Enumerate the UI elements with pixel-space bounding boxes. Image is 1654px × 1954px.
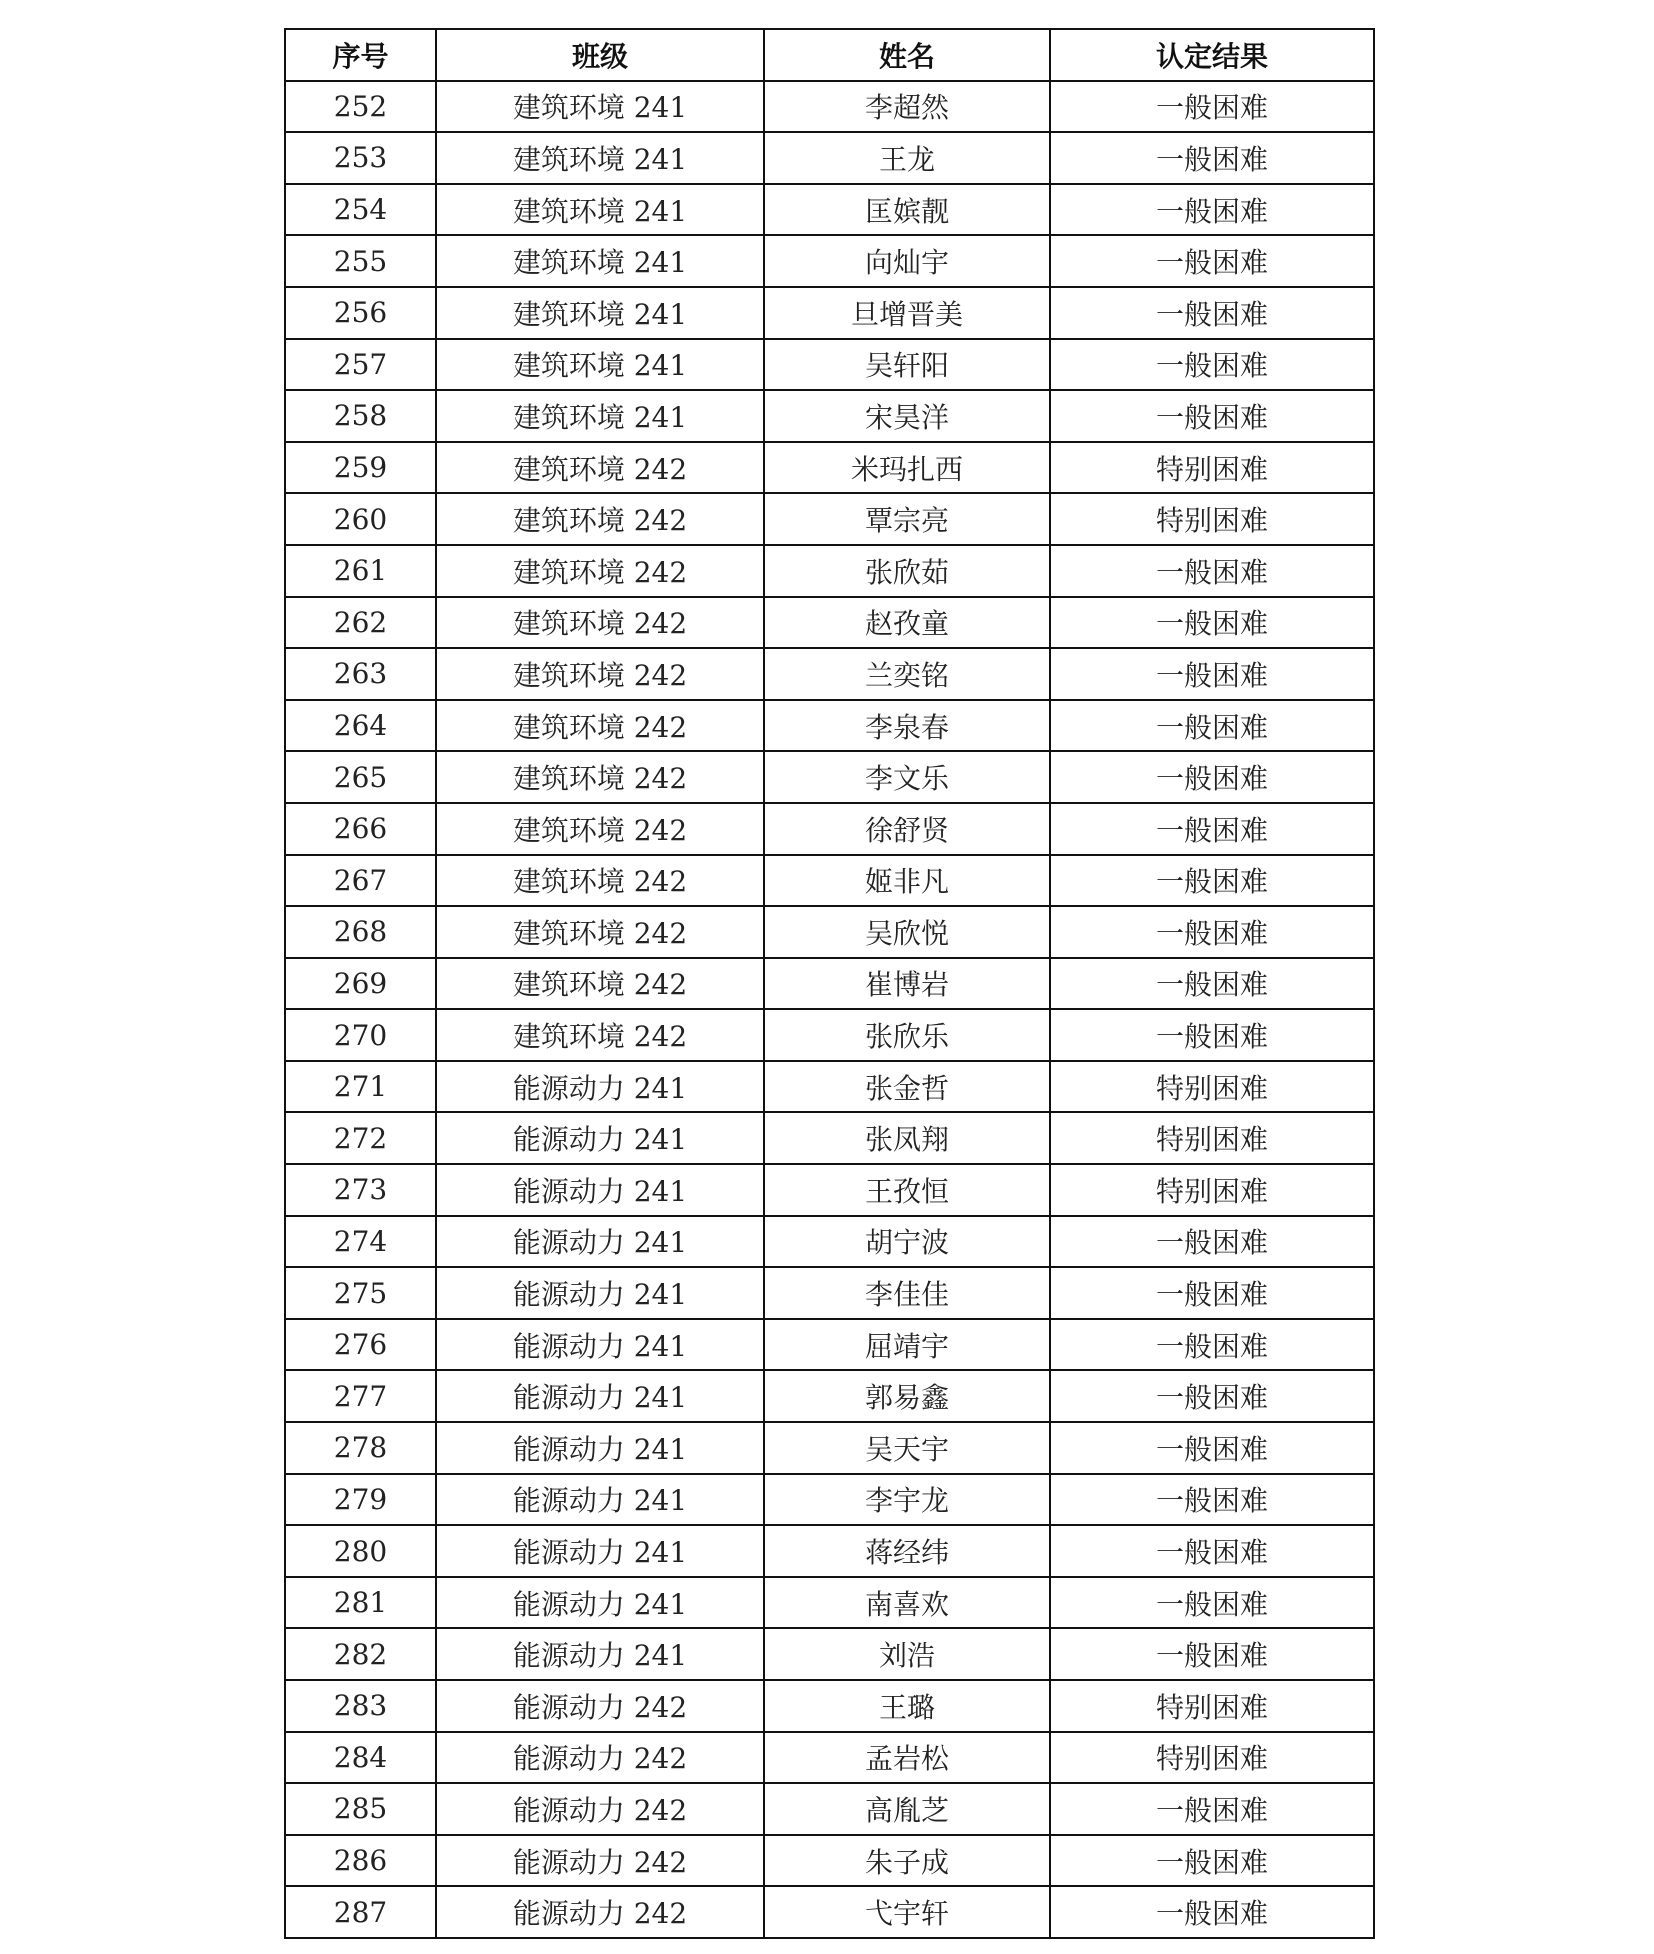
cell-result: 一般困难 xyxy=(1050,958,1374,1010)
cell-class: 能源动力 242 xyxy=(436,1886,764,1938)
cell-index: 271 xyxy=(285,1061,436,1113)
cell-name: 张金哲 xyxy=(764,1061,1050,1113)
cell-result: 特别困难 xyxy=(1050,442,1374,494)
cell-result: 一般困难 xyxy=(1050,132,1374,184)
cell-index: 276 xyxy=(285,1319,436,1371)
cell-result: 一般困难 xyxy=(1050,1319,1374,1371)
cell-class: 建筑环境 242 xyxy=(436,493,764,545)
cell-name: 王龙 xyxy=(764,132,1050,184)
cell-name: 蒋经纬 xyxy=(764,1525,1050,1577)
cell-result: 一般困难 xyxy=(1050,1370,1374,1422)
cell-name: 屈靖宇 xyxy=(764,1319,1050,1371)
cell-name: 郭易鑫 xyxy=(764,1370,1050,1422)
cell-name: 张凤翔 xyxy=(764,1112,1050,1164)
cell-result: 一般困难 xyxy=(1050,648,1374,700)
table-row xyxy=(285,1680,1374,1732)
difficulty-list-table xyxy=(284,28,1375,1939)
cell-class: 能源动力 241 xyxy=(436,1628,764,1680)
cell-result: 一般困难 xyxy=(1050,287,1374,339)
header-name: 姓名 xyxy=(764,29,1050,81)
cell-result: 一般困难 xyxy=(1050,81,1374,133)
cell-result: 特别困难 xyxy=(1050,1112,1374,1164)
cell-class: 建筑环境 242 xyxy=(436,751,764,803)
cell-name: 旦增晋美 xyxy=(764,287,1050,339)
table-row xyxy=(285,1525,1374,1577)
table-row xyxy=(285,906,1374,958)
cell-result: 一般困难 xyxy=(1050,1886,1374,1938)
cell-name: 李佳佳 xyxy=(764,1267,1050,1319)
cell-result: 一般困难 xyxy=(1050,1267,1374,1319)
cell-index: 259 xyxy=(285,442,436,494)
table-row xyxy=(285,493,1374,545)
cell-class: 建筑环境 242 xyxy=(436,855,764,907)
cell-class: 能源动力 241 xyxy=(436,1319,764,1371)
cell-name: 王孜恒 xyxy=(764,1164,1050,1216)
cell-name: 吴天宇 xyxy=(764,1422,1050,1474)
cell-class: 能源动力 241 xyxy=(436,1474,764,1526)
table-row xyxy=(285,803,1374,855)
cell-result: 一般困难 xyxy=(1050,803,1374,855)
table-row xyxy=(285,442,1374,494)
table-header-row xyxy=(285,29,1374,81)
cell-class: 能源动力 241 xyxy=(436,1164,764,1216)
cell-class: 能源动力 242 xyxy=(436,1680,764,1732)
table-row xyxy=(285,287,1374,339)
cell-name: 向灿宇 xyxy=(764,235,1050,287)
cell-result: 一般困难 xyxy=(1050,855,1374,907)
cell-index: 263 xyxy=(285,648,436,700)
cell-class: 建筑环境 242 xyxy=(436,700,764,752)
table-row xyxy=(285,81,1374,133)
cell-result: 一般困难 xyxy=(1050,339,1374,391)
cell-name: 吴轩阳 xyxy=(764,339,1050,391)
cell-name: 米玛扎西 xyxy=(764,442,1050,494)
table-row xyxy=(285,1474,1374,1526)
cell-name: 赵孜童 xyxy=(764,597,1050,649)
cell-class: 能源动力 241 xyxy=(436,1422,764,1474)
cell-name: 吴欣悦 xyxy=(764,906,1050,958)
cell-index: 277 xyxy=(285,1370,436,1422)
cell-class: 能源动力 241 xyxy=(436,1267,764,1319)
cell-name: 李超然 xyxy=(764,81,1050,133)
table-row xyxy=(285,1319,1374,1371)
cell-class: 建筑环境 242 xyxy=(436,958,764,1010)
cell-name: 宋昊洋 xyxy=(764,390,1050,442)
cell-index: 252 xyxy=(285,81,436,133)
cell-name: 朱子成 xyxy=(764,1835,1050,1887)
cell-index: 280 xyxy=(285,1525,436,1577)
table-row xyxy=(285,1577,1374,1629)
table-row xyxy=(285,958,1374,1010)
table-row xyxy=(285,1732,1374,1784)
cell-name: 覃宗亮 xyxy=(764,493,1050,545)
cell-index: 253 xyxy=(285,132,436,184)
cell-index: 287 xyxy=(285,1886,436,1938)
table-row xyxy=(285,1422,1374,1474)
cell-name: 弋宇轩 xyxy=(764,1886,1050,1938)
cell-result: 一般困难 xyxy=(1050,700,1374,752)
cell-class: 建筑环境 241 xyxy=(436,390,764,442)
cell-index: 265 xyxy=(285,751,436,803)
cell-index: 283 xyxy=(285,1680,436,1732)
table-row xyxy=(285,1628,1374,1680)
cell-index: 260 xyxy=(285,493,436,545)
cell-result: 一般困难 xyxy=(1050,1216,1374,1268)
cell-name: 刘浩 xyxy=(764,1628,1050,1680)
cell-result: 一般困难 xyxy=(1050,751,1374,803)
cell-name: 南喜欢 xyxy=(764,1577,1050,1629)
cell-name: 张欣乐 xyxy=(764,1009,1050,1061)
cell-index: 254 xyxy=(285,184,436,236)
cell-result: 特别困难 xyxy=(1050,1164,1374,1216)
cell-result: 一般困难 xyxy=(1050,1783,1374,1835)
header-index: 序号 xyxy=(285,29,436,81)
cell-index: 274 xyxy=(285,1216,436,1268)
cell-index: 273 xyxy=(285,1164,436,1216)
cell-class: 建筑环境 242 xyxy=(436,597,764,649)
table-container xyxy=(284,28,1375,1939)
cell-result: 一般困难 xyxy=(1050,1009,1374,1061)
cell-index: 268 xyxy=(285,906,436,958)
cell-index: 266 xyxy=(285,803,436,855)
cell-class: 建筑环境 241 xyxy=(436,235,764,287)
cell-name: 胡宁波 xyxy=(764,1216,1050,1268)
cell-result: 一般困难 xyxy=(1050,184,1374,236)
cell-name: 李宇龙 xyxy=(764,1474,1050,1526)
cell-result: 一般困难 xyxy=(1050,1474,1374,1526)
cell-index: 281 xyxy=(285,1577,436,1629)
table-row xyxy=(285,1370,1374,1422)
table-row xyxy=(285,390,1374,442)
cell-index: 282 xyxy=(285,1628,436,1680)
table-body xyxy=(285,81,1374,1938)
cell-name: 李泉春 xyxy=(764,700,1050,752)
table-row xyxy=(285,648,1374,700)
cell-index: 262 xyxy=(285,597,436,649)
cell-name: 孟岩松 xyxy=(764,1732,1050,1784)
cell-index: 269 xyxy=(285,958,436,1010)
cell-index: 272 xyxy=(285,1112,436,1164)
cell-name: 高胤芝 xyxy=(764,1783,1050,1835)
cell-result: 一般困难 xyxy=(1050,545,1374,597)
table-row xyxy=(285,1009,1374,1061)
cell-index: 284 xyxy=(285,1732,436,1784)
cell-class: 建筑环境 241 xyxy=(436,132,764,184)
cell-index: 257 xyxy=(285,339,436,391)
table-row xyxy=(285,1216,1374,1268)
cell-result: 一般困难 xyxy=(1050,1628,1374,1680)
cell-class: 建筑环境 242 xyxy=(436,1009,764,1061)
table-row xyxy=(285,1164,1374,1216)
table-row xyxy=(285,1061,1374,1113)
table-row xyxy=(285,1112,1374,1164)
cell-result: 特别困难 xyxy=(1050,1061,1374,1113)
cell-result: 特别困难 xyxy=(1050,1680,1374,1732)
cell-index: 286 xyxy=(285,1835,436,1887)
cell-index: 267 xyxy=(285,855,436,907)
cell-name: 匡嫔靓 xyxy=(764,184,1050,236)
cell-index: 279 xyxy=(285,1474,436,1526)
cell-class: 建筑环境 241 xyxy=(436,339,764,391)
cell-result: 特别困难 xyxy=(1050,493,1374,545)
cell-class: 能源动力 241 xyxy=(436,1525,764,1577)
cell-class: 能源动力 242 xyxy=(436,1835,764,1887)
cell-class: 建筑环境 242 xyxy=(436,906,764,958)
cell-class: 建筑环境 242 xyxy=(436,442,764,494)
cell-result: 一般困难 xyxy=(1050,1422,1374,1474)
table-row xyxy=(285,597,1374,649)
cell-class: 能源动力 241 xyxy=(436,1112,764,1164)
cell-class: 建筑环境 241 xyxy=(436,184,764,236)
cell-class: 能源动力 241 xyxy=(436,1061,764,1113)
cell-name: 李文乐 xyxy=(764,751,1050,803)
header-class: 班级 xyxy=(436,29,764,81)
cell-name: 姬非凡 xyxy=(764,855,1050,907)
table-row xyxy=(285,545,1374,597)
cell-result: 一般困难 xyxy=(1050,597,1374,649)
table-row xyxy=(285,1267,1374,1319)
cell-result: 一般困难 xyxy=(1050,1525,1374,1577)
cell-result: 一般困难 xyxy=(1050,390,1374,442)
cell-index: 258 xyxy=(285,390,436,442)
table-row xyxy=(285,184,1374,236)
cell-name: 兰奕铭 xyxy=(764,648,1050,700)
cell-result: 一般困难 xyxy=(1050,906,1374,958)
cell-index: 261 xyxy=(285,545,436,597)
cell-class: 能源动力 241 xyxy=(436,1370,764,1422)
table-row xyxy=(285,339,1374,391)
cell-index: 264 xyxy=(285,700,436,752)
cell-index: 275 xyxy=(285,1267,436,1319)
cell-result: 特别困难 xyxy=(1050,1732,1374,1784)
cell-index: 285 xyxy=(285,1783,436,1835)
table-row xyxy=(285,132,1374,184)
cell-class: 建筑环境 241 xyxy=(436,287,764,339)
cell-index: 270 xyxy=(285,1009,436,1061)
table-row xyxy=(285,235,1374,287)
cell-class: 建筑环境 242 xyxy=(436,648,764,700)
cell-class: 建筑环境 242 xyxy=(436,803,764,855)
cell-name: 王璐 xyxy=(764,1680,1050,1732)
header-result: 认定结果 xyxy=(1050,29,1374,81)
table-row xyxy=(285,751,1374,803)
table-row xyxy=(285,1783,1374,1835)
cell-result: 一般困难 xyxy=(1050,235,1374,287)
cell-class: 建筑环境 241 xyxy=(436,81,764,133)
cell-class: 能源动力 241 xyxy=(436,1216,764,1268)
cell-index: 256 xyxy=(285,287,436,339)
cell-index: 278 xyxy=(285,1422,436,1474)
cell-class: 能源动力 241 xyxy=(436,1577,764,1629)
cell-class: 建筑环境 242 xyxy=(436,545,764,597)
cell-name: 崔博岩 xyxy=(764,958,1050,1010)
cell-name: 张欣茹 xyxy=(764,545,1050,597)
cell-index: 255 xyxy=(285,235,436,287)
table-row xyxy=(285,700,1374,752)
cell-class: 能源动力 242 xyxy=(436,1732,764,1784)
table-row xyxy=(285,855,1374,907)
cell-result: 一般困难 xyxy=(1050,1835,1374,1887)
cell-result: 一般困难 xyxy=(1050,1577,1374,1629)
cell-name: 徐舒贤 xyxy=(764,803,1050,855)
table-row xyxy=(285,1886,1374,1938)
table-row xyxy=(285,1835,1374,1887)
cell-class: 能源动力 242 xyxy=(436,1783,764,1835)
